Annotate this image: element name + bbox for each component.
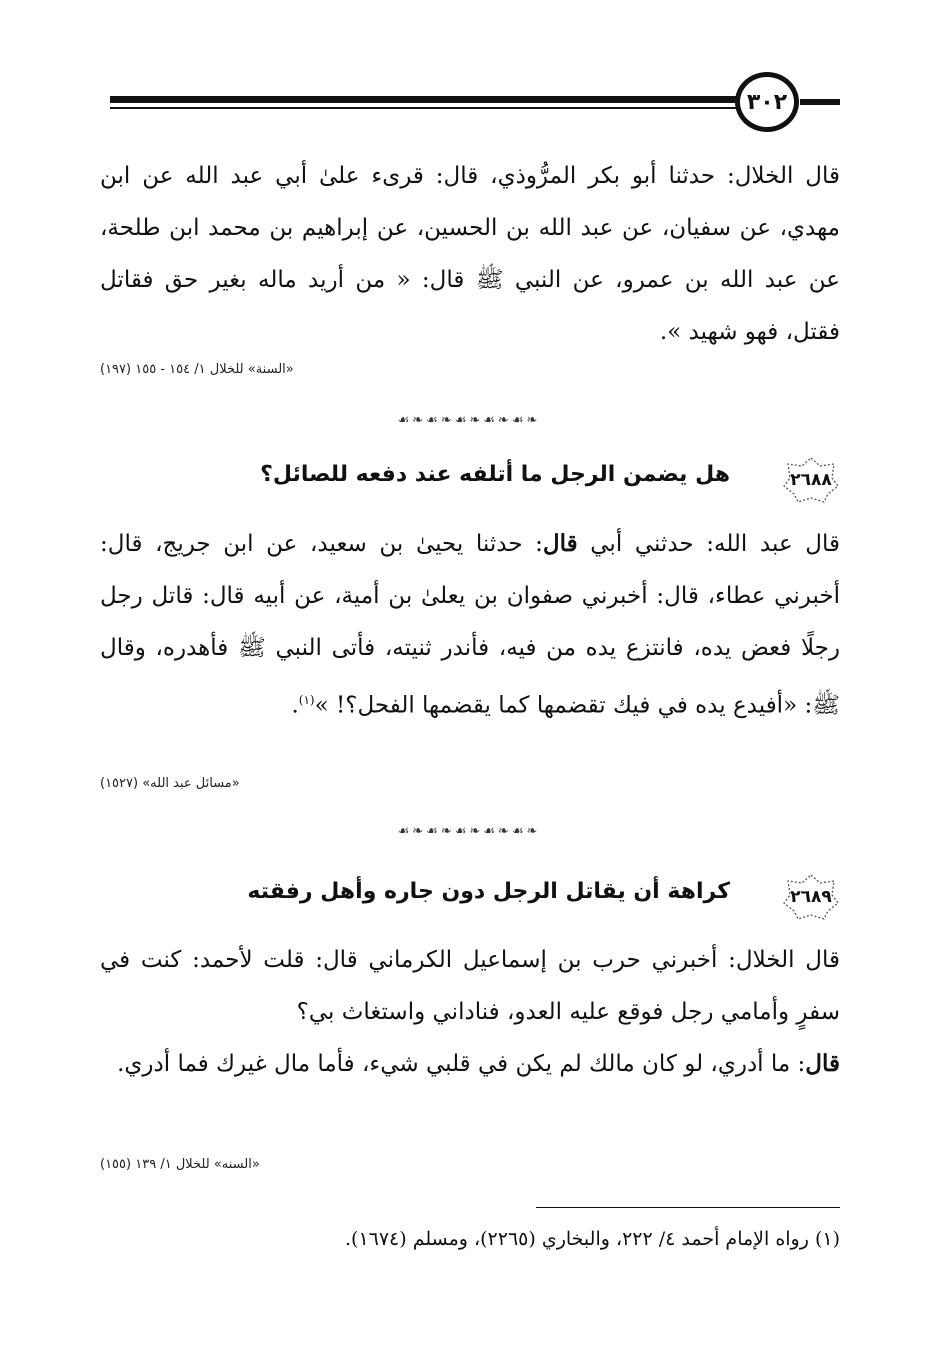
paragraph-text: قال عبد الله: حدثني أبي: [577, 531, 840, 557]
section2688-source: «مسائل عبد الله» (١٥٢٧): [100, 776, 240, 791]
section-divider-ornament: ☙❧☙❧☙❧☙❧☙❧: [397, 824, 541, 839]
section-heading-2689: [100, 873, 840, 923]
section2689-source: «السنه» للخلال ١/ ١٣٩ (١٥٥): [100, 1157, 260, 1172]
footnote: (١) رواه الإمام أحمد ٤/ ٢٢٢، والبخاري (٢٢٦٥)، ومسلم (١٦٧٤).: [344, 1228, 840, 1250]
section-number: ٢٦٨٨: [790, 470, 832, 490]
entry1-paragraph: قال الخلال: حدثنا أبو بكر المرُّوذي، قال: قرىء علىٰ أبي عبد الله عن ابن مهدي، عن سفيان، عن عبد الله بن الحسين، عن إبراهيم بن محمد ابن طلحة، عن عبد الله بن عمرو، عن النبي ﷺ قال: « من أريد ماله بغير حق فقاتل فقتل، فهو شهيد ».: [100, 163, 841, 345]
section2689-paragraph-1: قال الخلال: أخبرني حرب بن إسماعيل الكرماني قال: قلت لأحمد: كنت في سفرٍ وأمامي رجل فوقع عليه العدو، فناداني واستغاث بي؟: [100, 947, 840, 1025]
footnote-rule: [536, 1207, 840, 1208]
page-number: ٣٠٢: [735, 72, 799, 132]
header-rule: [110, 96, 740, 103]
section-number-badge: [782, 873, 840, 921]
section2689-paragraph-2: [100, 1038, 840, 1090]
header-rule-thin: [110, 107, 740, 109]
section-number-badge: [782, 456, 840, 504]
paragraph-text: .: [291, 692, 299, 719]
section2688-paragraph: [100, 518, 840, 732]
section-title: هل يضمن الرجل ما أتلفه عند دفعه للصائل؟: [260, 462, 730, 487]
bold-word: قال: [542, 530, 578, 557]
paragraph-text: : حدثنا يحيىٰ بن سعيد، عن ابن جريج، قال: أخبرني عطاء، قال: أخبرني صفوان بن يعلىٰ بن أمية، عن أبيه قال: قاتل رجل رجلًا فعض يده، فانتزع يده من فيه، فأندر ثنيته، فأتى النبي ﷺ فأهدره، وقال ﷺ: «أفيدع يده في فيك تقضمها كما يقضمها الفحل؟! »: [100, 531, 840, 719]
section-heading-2688: [100, 456, 840, 506]
section-number: ٢٦٨٩: [790, 887, 832, 907]
paragraph-text: : ما أدري، لو كان مالك لم يكن في قلبي شيء، فأما مال غيرك فما أدري.: [117, 1051, 806, 1077]
section-divider-ornament: ☙❧☙❧☙❧☙❧☙❧: [397, 413, 541, 428]
footnote-marker: (١): [298, 693, 315, 707]
entry1-source: «السنة» للخلال ١/ ١٥٤ - ١٥٥ (١٩٧): [100, 362, 294, 377]
header-rule-right: [800, 99, 840, 105]
bold-word: قال: [805, 1050, 840, 1077]
section-title: كراهة أن يقاتل الرجل دون جاره وأهل رفقته: [247, 879, 730, 904]
page-header: [110, 70, 840, 136]
